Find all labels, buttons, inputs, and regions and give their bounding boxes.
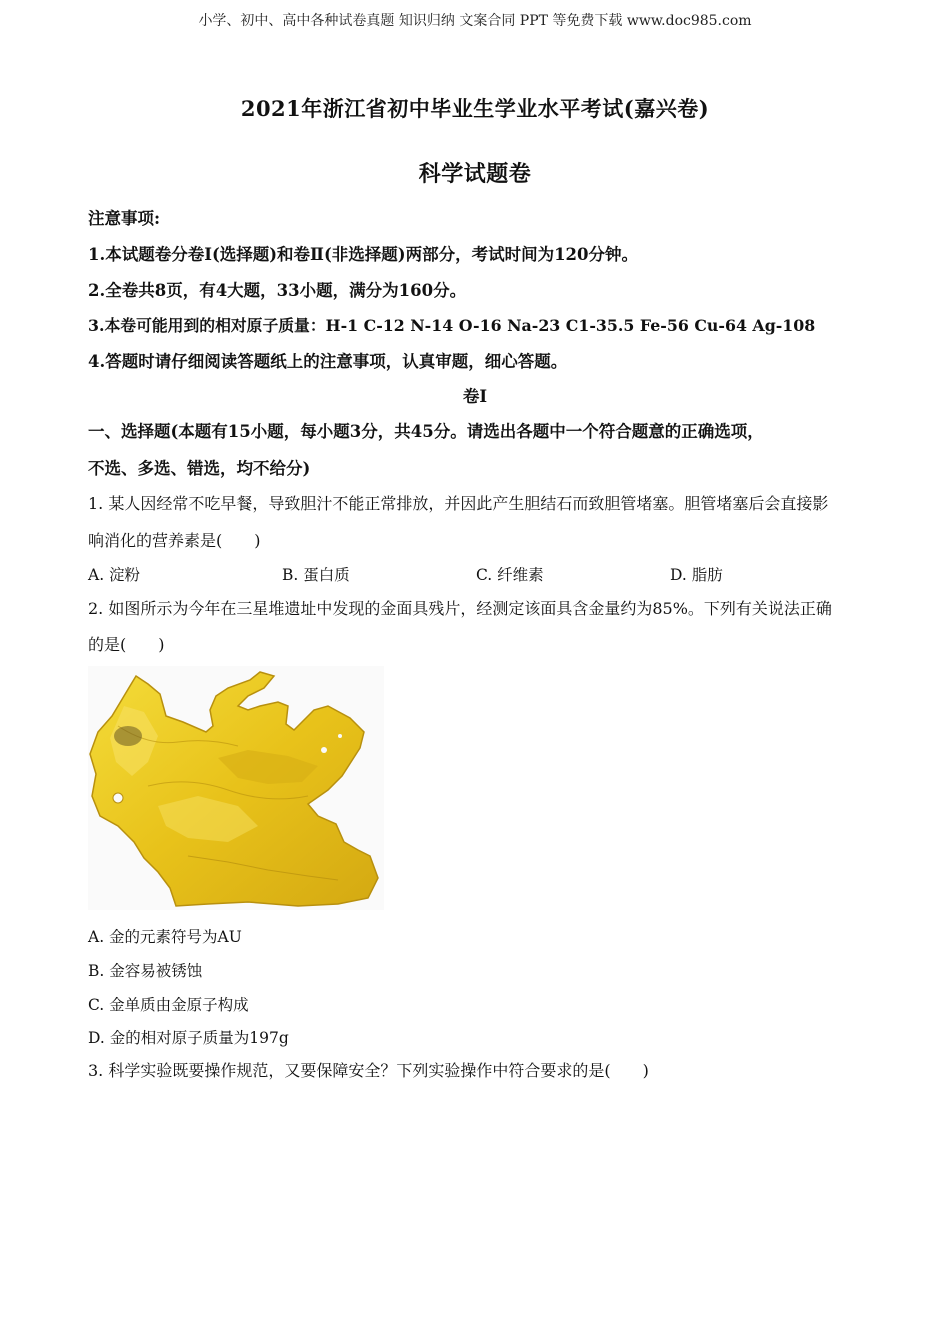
q1-stem-line2: 响消化的营养素是( ) — [88, 531, 261, 550]
gold-mask-figure — [88, 666, 384, 910]
note-item-1: 1.本试题卷分卷Ⅰ(选择题)和卷Ⅱ(非选择题)两部分，考试时间为120分钟。 — [88, 245, 639, 264]
q2-stem-line1: 2. 如图所示为今年在三星堆遗址中发现的金面具残片，经测定该面具含金量约为85%。下列有关说法正确 — [88, 599, 832, 618]
section-heading-line1: 一、选择题(本题有15小题，每小题3分，共45分。请选出各题中一个符合题意的正确选项， — [88, 422, 764, 441]
note-item-3: 3.本卷可能用到的相对原子质量：H-1 C-12 N-14 O-16 Na-23 C1-35.5 Fe-56 Cu-64 Ag-108 — [88, 316, 816, 335]
q3-stem: 3. 科学实验既要操作规范，又要保障安全？下列实验操作中符合要求的是( ) — [88, 1061, 649, 1080]
q2-option-a: A. 金的元素符号为AU — [88, 928, 242, 946]
header-banner: 小学、初中、高中各种试卷真题 知识归纳 文案合同 PPT 等免费下载 www.doc985.com — [198, 13, 752, 29]
gold-mask-image — [88, 666, 384, 910]
q1-option-b: B. 蛋白质 — [282, 566, 350, 584]
page-title: 2021年浙江省初中毕业生学业水平考试(嘉兴卷) — [240, 96, 710, 121]
q1-option-d: D. 脂肪 — [670, 566, 723, 584]
q1-option-a: A. 淀粉 — [88, 566, 141, 584]
q2-option-c: C. 金单质由金原子构成 — [88, 996, 249, 1014]
page-subtitle: 科学试题卷 — [418, 161, 532, 187]
section-heading-line2: 不选、多选、错选，均不给分) — [88, 459, 311, 478]
q2-stem-line2: 的是( ) — [88, 635, 165, 654]
q1-option-c: C. 纤维素 — [476, 566, 544, 584]
note-item-2: 2.全卷共8页，有4大题，33小题，满分为160分。 — [88, 281, 467, 300]
q2-option-d: D. 金的相对原子质量为197g — [88, 1029, 289, 1047]
volume-label: 卷Ⅰ — [462, 387, 488, 406]
note-item-4: 4.答题时请仔细阅读答题纸上的注意事项，认真审题，细心答题。 — [88, 352, 568, 371]
q2-option-b: B. 金容易被锈蚀 — [88, 962, 203, 980]
q1-stem-line1: 1. 某人因经常不吃早餐，导致胆汁不能正常排放，并因此产生胆结石而致胆管堵塞。胆管堵塞后会直接影 — [88, 494, 829, 513]
notes-heading: 注意事项: — [88, 209, 161, 228]
